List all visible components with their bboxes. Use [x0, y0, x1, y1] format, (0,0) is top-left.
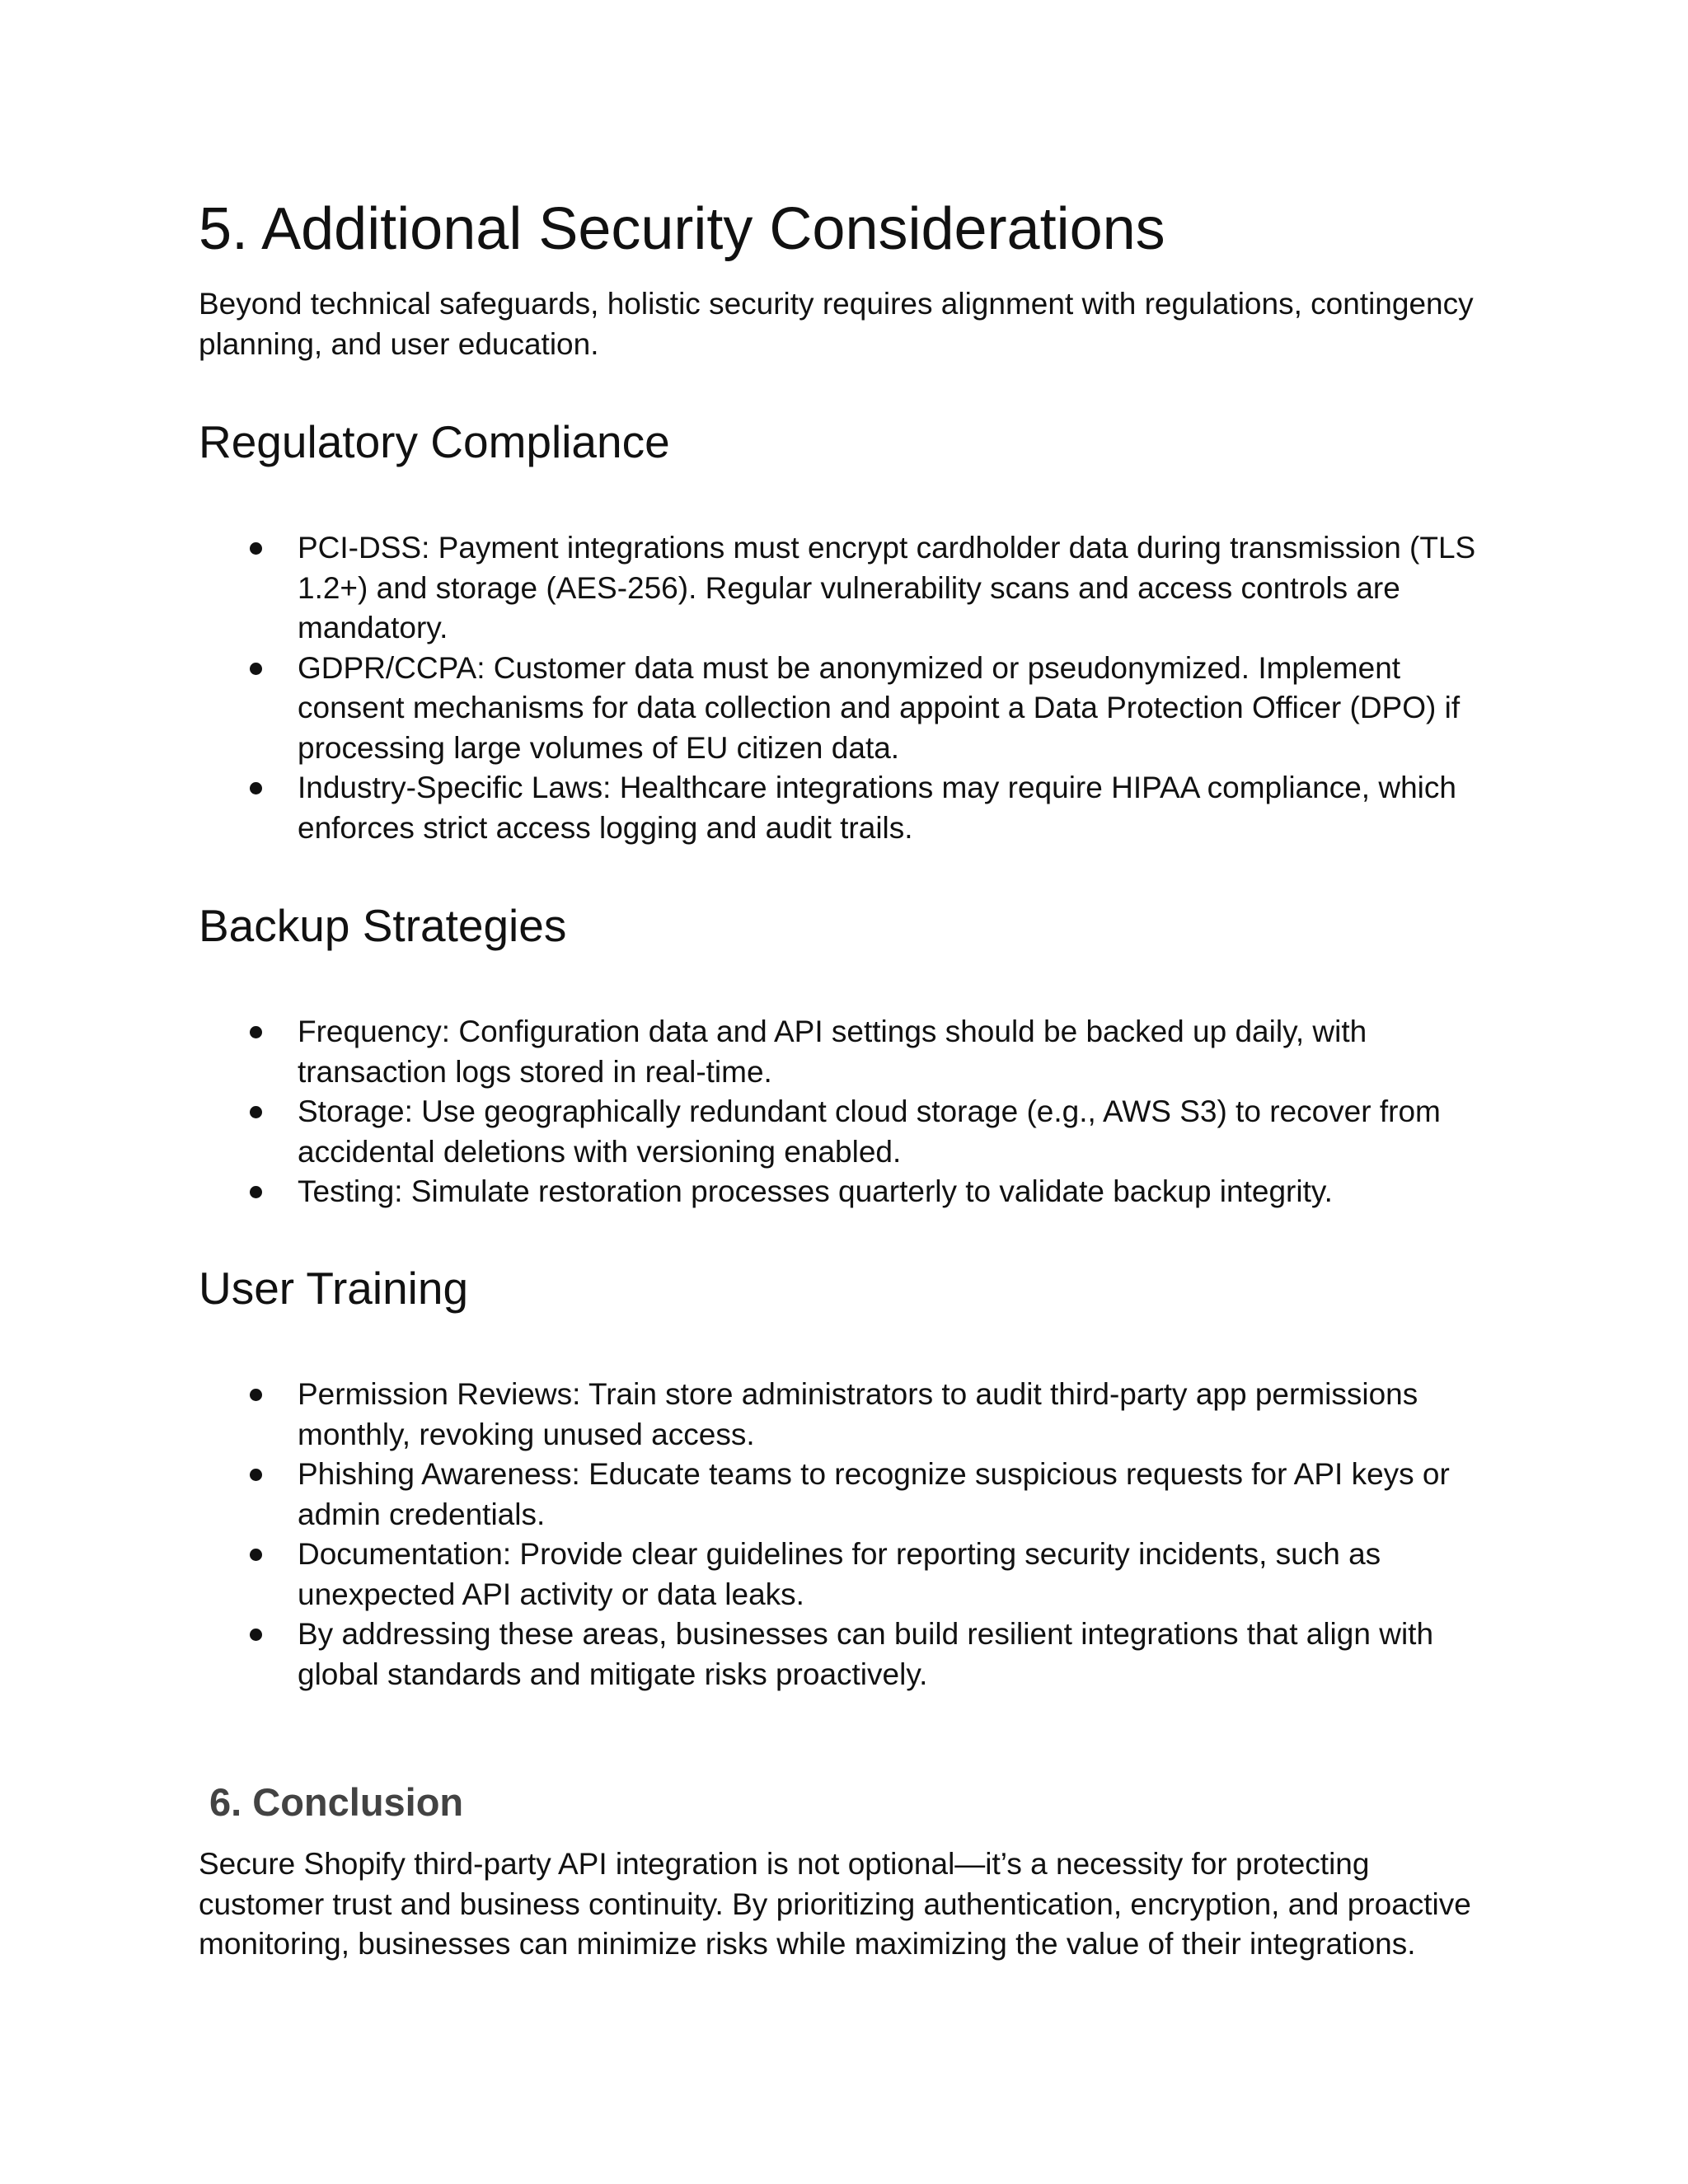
list-item: [199, 1012, 1484, 1092]
list-item-text: Documentation: Provide clear guidelines for reporting security incidents, such as unexpected API activity or data leaks.: [298, 1537, 1381, 1611]
bullet-icon: [250, 1549, 262, 1561]
bullet-icon: [250, 1106, 262, 1118]
bullet-icon: [250, 542, 262, 555]
list-item: [199, 1535, 1484, 1615]
bullet-icon: [250, 1629, 262, 1641]
list-item-text: Permission Reviews: Train store administrators to audit third-party app permissions monthly, revoking unused access.: [298, 1377, 1418, 1451]
list-item: [199, 649, 1484, 769]
list-item-text: Frequency: Configuration data and API settings should be backed up daily, with transaction logs stored in real-time.: [298, 1015, 1367, 1089]
list-item-text: GDPR/CCPA: Customer data must be anonymized or pseudonymized. Implement consent mechanisms for data collection and appoint a Data Protection Officer (DPO) if processing large volumes of EU citizen data.: [298, 650, 1461, 765]
list-item: [199, 1375, 1484, 1455]
list-item: [199, 1172, 1484, 1212]
list-item: [199, 1615, 1484, 1694]
conclusion-paragraph: Secure Shopify third-party API integration is not optional—it’s a necessity for protecting customer trust and business continuity. By prioritizing authentication, encryption, and proactive monitoring, businesses can minimize risks while maximizing the value of their integrations.: [199, 1847, 1471, 1961]
bullet-icon: [250, 1186, 262, 1198]
list-item: [199, 1092, 1484, 1172]
intro-paragraph: Beyond technical safeguards, holistic security requires alignment with regulations, contingency planning, and user education.: [199, 287, 1474, 361]
user-training-list: [199, 1375, 1484, 1694]
bullet-icon: [250, 782, 262, 794]
list-item: [199, 1455, 1484, 1535]
list-item-text: PCI-DSS: Payment integrations must encrypt cardholder data during transmission (TLS 1.2+) and storage (AES-256). Regular vulnerability scans and access controls are mandatory.: [298, 531, 1476, 644]
bullet-icon: [250, 1389, 262, 1401]
list-item-text: Phishing Awareness: Educate teams to recognize suspicious requests for API keys or admin credentials.: [298, 1457, 1450, 1531]
section-heading: 5. Additional Security Considerations: [199, 196, 1165, 262]
subheading-regulatory-compliance: Regulatory Compliance: [199, 416, 670, 467]
subheading-backup-strategies: Backup Strategies: [199, 900, 567, 951]
bullet-icon: [250, 663, 262, 675]
regulatory-compliance-list: [199, 528, 1484, 848]
list-item-text: Storage: Use geographically redundant cloud storage (e.g., AWS S3) to recover from accidental deletions with versioning enabled.: [298, 1094, 1441, 1169]
list-item-text: By addressing these areas, businesses can build resilient integrations that align with global standards and mitigate risks proactively.: [298, 1617, 1434, 1691]
bullet-icon: [250, 1469, 262, 1481]
subheading-user-training: User Training: [199, 1263, 469, 1314]
list-item-text: Testing: Simulate restoration processes quarterly to validate backup integrity.: [298, 1174, 1333, 1208]
conclusion-heading: 6. Conclusion: [209, 1780, 464, 1824]
list-item-text: Industry-Specific Laws: Healthcare integrations may require HIPAA compliance, which enforces strict access logging and audit trails.: [298, 771, 1456, 845]
bullet-icon: [250, 1026, 262, 1038]
list-item: [199, 768, 1484, 848]
list-item: [199, 528, 1484, 649]
backup-strategies-list: [199, 1012, 1484, 1212]
